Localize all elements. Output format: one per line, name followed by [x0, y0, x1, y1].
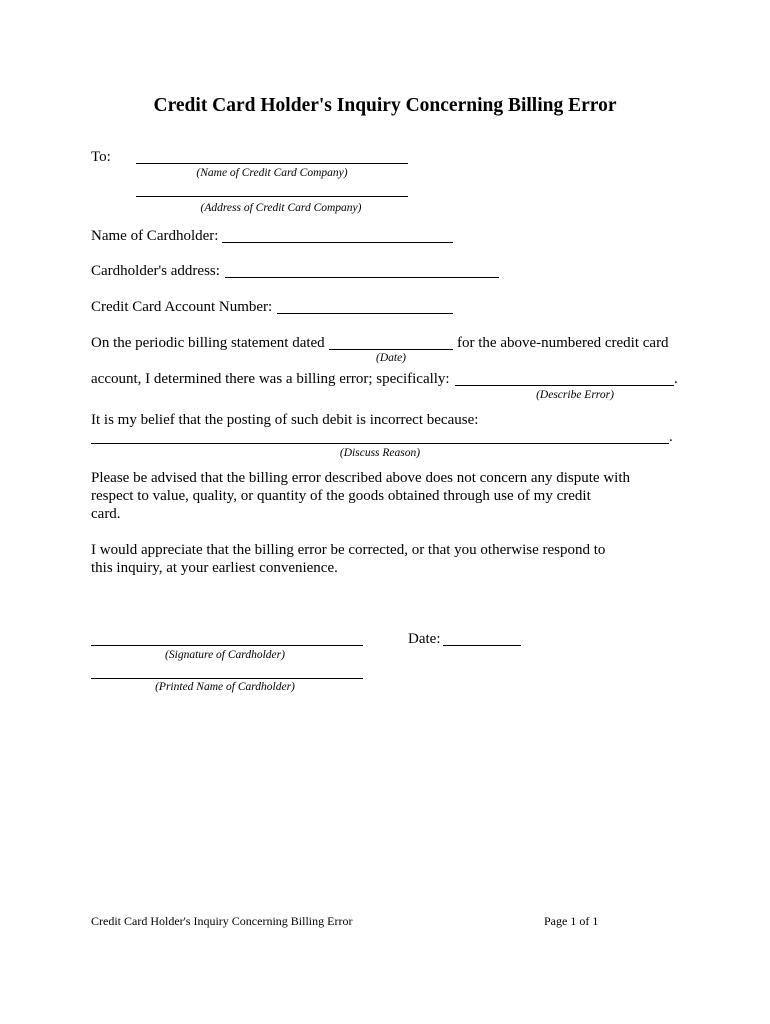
error-line-period: . [674, 371, 678, 387]
error-caption: (Describe Error) [536, 389, 614, 401]
date-caption: (Date) [375, 352, 406, 364]
printed-name-line[interactable] [91, 678, 363, 679]
cardholder-name-line[interactable] [222, 242, 453, 243]
error-text: account, I determined there was a billing error; specifically: [91, 371, 450, 387]
printed-name-caption: (Printed Name of Cardholder) [155, 681, 295, 693]
cardholder-name-label: Name of Cardholder: [91, 228, 219, 244]
statement-text-after: for the above-numbered credit card [457, 335, 669, 351]
discuss-reason-line[interactable] [91, 443, 669, 444]
advice-line-3: card. [91, 506, 121, 522]
company-address-line[interactable] [136, 196, 408, 197]
company-address-caption: (Address of Credit Card Company) [200, 202, 362, 214]
reason-caption: (Discuss Reason) [339, 447, 421, 459]
belief-text: It is my belief that the posting of such debit is incorrect because: [91, 412, 479, 428]
date-label: Date: [408, 631, 441, 647]
statement-date-line[interactable] [329, 349, 453, 350]
company-name-caption: (Name of Credit Card Company) [196, 167, 348, 179]
describe-error-line[interactable] [455, 385, 674, 386]
cardholder-address-label: Cardholder's address: [91, 263, 220, 279]
reason-line-period: . [669, 429, 673, 445]
signature-caption: (Signature of Cardholder) [165, 649, 285, 661]
signature-date-line[interactable] [443, 645, 521, 646]
advice-line-2: respect to value, quality, or quantity of the goods obtained through use of my credit [91, 488, 591, 504]
account-number-line[interactable] [277, 313, 453, 314]
advice-line-1: Please be advised that the billing error described above does not concern any dispute with [91, 470, 631, 486]
to-label: To: [91, 149, 111, 165]
cardholder-address-line[interactable] [225, 277, 499, 278]
document-title: Credit Card Holder's Inquiry Concerning Billing Error [153, 95, 617, 116]
page-number: Page 1 of 1 [544, 914, 599, 928]
appreciation-line-2: this inquiry, at your earliest convenience. [91, 560, 338, 576]
footer-title: Credit Card Holder's Inquiry Concerning Billing Error [91, 914, 353, 928]
company-name-line[interactable] [136, 163, 408, 164]
account-number-label: Credit Card Account Number: [91, 299, 273, 315]
appreciation-line-1: I would appreciate that the billing error be corrected, or that you otherwise respond to [91, 542, 606, 558]
signature-line[interactable] [91, 645, 363, 646]
statement-text-before: On the periodic billing statement dated [91, 335, 325, 351]
